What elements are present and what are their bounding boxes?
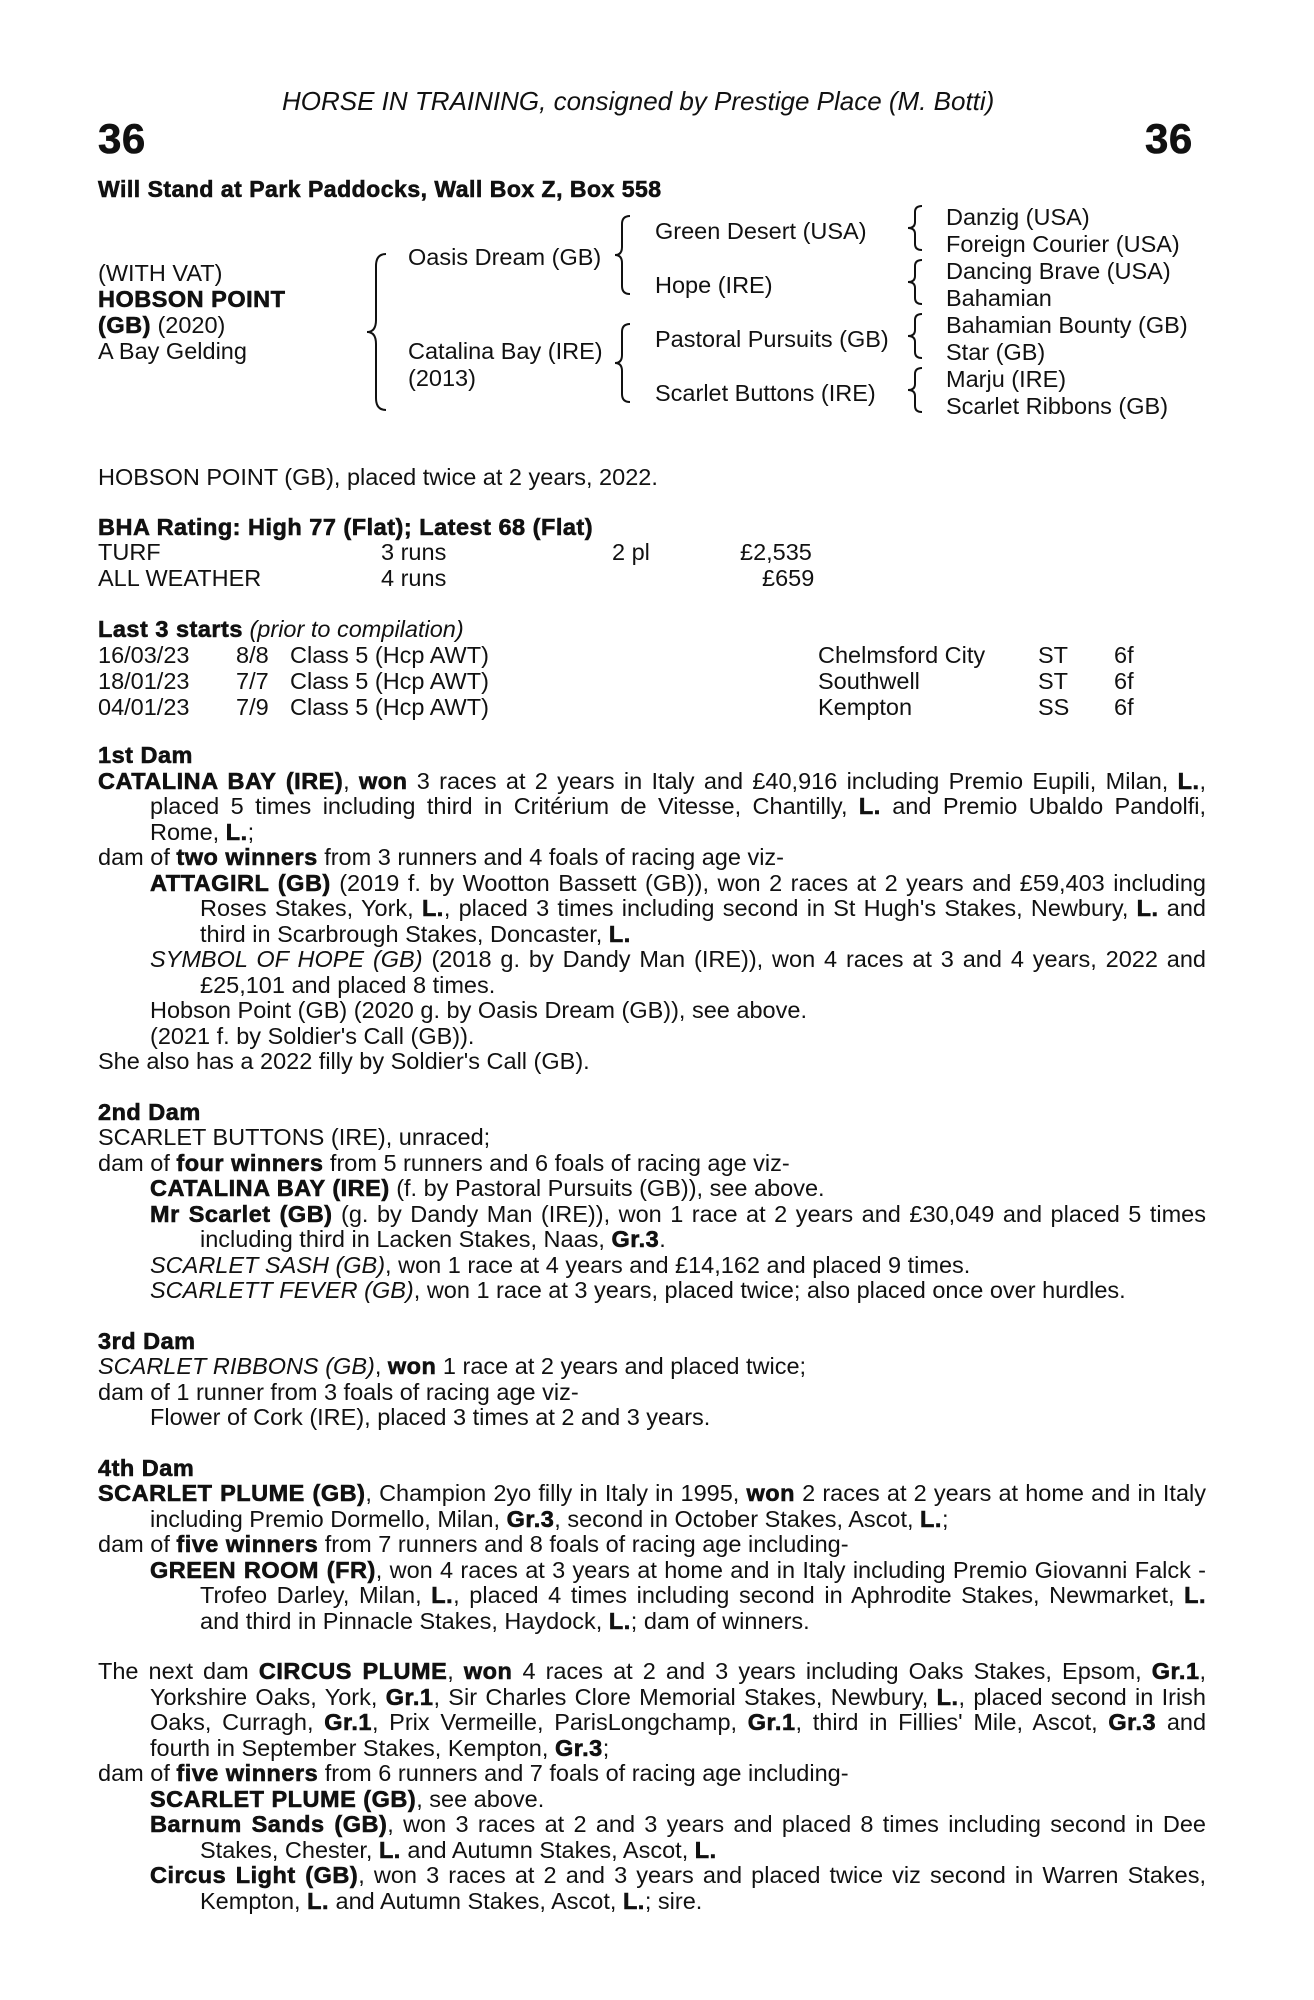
- next-dam-text: , Sir Charles Clore Memorial Stakes, Newbury,: [433, 1683, 929, 1710]
- winners-count: five winners: [176, 1760, 319, 1786]
- dam4-record-text: 2 races at 2 years at home and in Italy including Premio Dormello, Milan,: [150, 1480, 1206, 1532]
- group1-abbr: Gr.1: [1151, 1658, 1200, 1684]
- start-position: 7/9: [236, 694, 269, 720]
- rating-turf-placed: 2 pl: [612, 539, 650, 565]
- start-position: 7/7: [236, 668, 269, 694]
- dam4-record: SCARLET PLUME (GB), Champion 2yo filly in Italy in 1995, won 2 races at 2 years at home and in Italy including Premio Dormello, Milan, Gr.3, second in October Stakes, Ascot, L.;: [98, 1480, 1206, 1532]
- dam-of-label: dam of: [98, 844, 170, 870]
- last-starts-note: (prior to compilation): [249, 616, 464, 642]
- dam2-produce-4: [98, 1278, 1206, 1304]
- dam1-record-text: 3 races at 2 years in Italy and £40,916 including Premio Eupili, Milan,: [416, 767, 1169, 794]
- group3-abbr: Gr.3: [506, 1505, 555, 1532]
- pedigree-dds: Marju (IRE): [946, 366, 1067, 392]
- produce-text: from 5 runners and 6 foals of racing age viz-: [329, 1149, 790, 1176]
- dam1-heading: 1st Dam: [98, 742, 193, 768]
- pedigree-dsd: Star (GB): [946, 339, 1046, 365]
- won-label: won: [387, 1353, 437, 1379]
- dam1-produce-2: [98, 947, 1206, 998]
- next-dam-produce-3: [98, 1863, 1206, 1914]
- pedigree-sire-sire: Green Desert (USA): [655, 218, 867, 244]
- stable-location: Will Stand at Park Paddocks, Wall Box Z, Box 558: [98, 176, 662, 202]
- listed-abbr: L.: [936, 1683, 959, 1710]
- progeny-text: and Autumn Stakes, Ascot,: [407, 1836, 689, 1863]
- lot-number-left: 36: [98, 115, 146, 162]
- pedigree-dam-sire: Pastoral Pursuits (GB): [655, 326, 889, 352]
- start-course: Chelmsford City: [818, 642, 986, 668]
- dam3-heading: 3rd Dam: [98, 1327, 196, 1354]
- dam2-produce-3: [98, 1253, 1206, 1279]
- start-going: ST: [1038, 668, 1069, 694]
- dam1-record-text: placed 5 times including third in Critérium de Vitesse, Chantilly,: [150, 793, 848, 819]
- progeny-name: GREEN ROOM (FR): [150, 1556, 376, 1583]
- listed-abbr: L.: [307, 1887, 330, 1914]
- next-dam-text: 4 races at 2 and 3 years including Oaks Stakes, Epsom,: [522, 1658, 1142, 1684]
- pedigree-sss: Danzig (USA): [946, 204, 1090, 230]
- listed-abbr: L.: [1177, 767, 1200, 794]
- listed-abbr: L.: [1184, 1582, 1207, 1608]
- listed-abbr: L.: [1136, 895, 1159, 921]
- dam4-heading: 4th Dam: [98, 1454, 195, 1481]
- next-dam-produce-2: [98, 1812, 1206, 1863]
- pedigree-brace-sd: [904, 258, 928, 306]
- progeny-text: , won 3 races at 2 and 3 years and placed 8 times including second in Dee Stakes, Chester,: [200, 1811, 1206, 1863]
- rating-turf-earnings: £2,535: [740, 539, 812, 565]
- winners-count: two winners: [176, 844, 318, 870]
- progeny-name: SCARLET PLUME (GB): [150, 1785, 417, 1812]
- progeny-text: (2018 g. by Dandy Man (IRE)), won 4 races at 3 and 4 years, 2022 and £25,101 and placed 8 times.: [200, 946, 1207, 998]
- produce-text: from 6 runners and 7 foals of racing age including-: [324, 1760, 849, 1786]
- dam3-record: SCARLET RIBBONS (GB), won 1 race at 2 years and placed twice;: [98, 1353, 807, 1379]
- progeny-name: ATTAGIRL (GB): [150, 869, 331, 896]
- rating-turf-surface: TURF: [98, 539, 161, 565]
- next-dam-text: , Prix Vermeille, ParisLongchamp,: [371, 1709, 738, 1735]
- won-label: won: [359, 767, 408, 794]
- dam2-produce-1: [98, 1176, 1206, 1202]
- dam4-record-text: , Champion 2yo filly in Italy in 1995,: [365, 1480, 740, 1506]
- pedigree-brace-ss: [904, 204, 928, 252]
- next-dam-record: The next dam CIRCUS PLUME, won 4 races at 2 and 3 years including Oaks Stakes, Epsom, Gr.1, Yorkshire Oaks, York, Gr.1, Sir Charles Clore Memorial Stakes, Newbury, L., placed second in Irish Oaks, Curragh, Gr.1, Prix Vermeille, ParisLongchamp, Gr.1, third in Fillies' Mile, Ascot, Gr.3 and fourth in September Stakes, Kempton, Gr.3;: [98, 1658, 1207, 1761]
- lot-number-right: 36: [1145, 115, 1193, 162]
- group1-abbr: Gr.1: [385, 1683, 434, 1710]
- group3-abbr: Gr.3: [611, 1226, 660, 1252]
- horse-year: (2020): [157, 312, 226, 338]
- progeny-name: SCARLET SASH (GB): [150, 1251, 386, 1278]
- listed-abbr: L.: [622, 1887, 645, 1914]
- start-date: 18/01/23: [98, 668, 190, 694]
- start-course: Kempton: [818, 694, 913, 720]
- start-course: Southwell: [818, 668, 920, 694]
- dam3-produce-1: Flower of Cork (IRE), placed 3 times at 2 and 3 years.: [150, 1404, 711, 1430]
- dam3-produce-summary: dam of 1 runner from 3 foals of racing age viz-: [98, 1378, 579, 1405]
- dam1-produce-4: (2021 f. by Soldier's Call (GB)).: [150, 1022, 475, 1049]
- dam2-produce-2: Mr Scarlet (GB) (g. by Dandy Man (IRE)), won 1 race at 2 years and £30,049 and placed 5 times including third in Lacken Stakes, Naas, Gr.3.: [150, 1200, 1206, 1252]
- start-position: 8/8: [236, 642, 269, 668]
- dam-of-label: dam of: [98, 1760, 170, 1786]
- horse-origin-year: [98, 314, 225, 338]
- progeny-name: Mr Scarlet (GB): [150, 1200, 333, 1227]
- start-distance: 6f: [1114, 694, 1134, 720]
- rating-aw-runs: 4 runs: [381, 565, 447, 591]
- listed-abbr: L.: [421, 895, 444, 921]
- next-dam-text: , third in Fillies' Mile, Ascot,: [795, 1709, 1098, 1735]
- horse-name: HOBSON POINT: [98, 286, 286, 312]
- pedigree-brace-main: [364, 252, 394, 412]
- pedigree-brace-sire: [612, 214, 636, 296]
- last-starts-label: Last 3 starts: [98, 616, 243, 642]
- listed-abbr: L.: [608, 1607, 631, 1634]
- dam1-record: CATALINA BAY (IRE), won 3 races at 2 years in Italy and £40,916 including Premio Eupili, Milan, L., placed 5 times including third in Critérium de Vitesse, Chantilly, L. and Premio Ubaldo Pandolfi, Rome, L.;: [98, 767, 1207, 845]
- progeny-text: (g. by Dandy Man (IRE)), won 1 race at 2 years and £30,049 and placed 5 times including third in Lacken Stakes, Naas,: [200, 1200, 1206, 1252]
- progeny-text: placed 3 times including second in St Hugh's Stakes, Newbury,: [458, 895, 1129, 921]
- dam4-record-text: , second in October Stakes, Ascot,: [554, 1505, 914, 1532]
- next-dam-text: , placed second in Irish Oaks, Curragh,: [150, 1683, 1207, 1735]
- start-date: 04/01/23: [98, 694, 190, 720]
- listed-abbr: L.: [858, 793, 881, 819]
- start-race: Class 5 (Hcp AWT): [290, 694, 489, 720]
- progeny-text: , won 3 races at 2 and 3 years and placed twice viz second in Warren Stakes, Kempton,: [200, 1862, 1206, 1914]
- start-going: ST: [1038, 642, 1069, 668]
- pedigree-sdd: Bahamian: [946, 285, 1052, 311]
- group1-abbr: Gr.1: [747, 1709, 796, 1735]
- dam4-produce-1: [98, 1558, 1206, 1635]
- dam-of-label: dam of: [98, 1149, 170, 1176]
- start-going: SS: [1038, 694, 1070, 720]
- progeny-name: Circus Light (GB): [150, 1862, 359, 1888]
- pedigree-brace-dam: [612, 322, 636, 404]
- progeny-name: SCARLETT FEVER (GB): [150, 1277, 414, 1303]
- pedigree-ssd: Foreign Courier (USA): [946, 231, 1180, 257]
- dam1-produce-3: Hobson Point (GB) (2020 g. by Oasis Dream (GB)), see above.: [150, 997, 807, 1023]
- dam4-produce-summary: [98, 1532, 1206, 1558]
- group3-abbr: Gr.3: [1108, 1709, 1157, 1735]
- dam2-heading: 2nd Dam: [98, 1098, 201, 1125]
- next-dam-text: , Yorkshire Oaks, York,: [150, 1658, 1207, 1710]
- progeny-text: ; sire.: [644, 1887, 703, 1914]
- rating-aw-earnings: £659: [762, 565, 815, 591]
- dam3-record-text: 1 race at 2 years and placed twice;: [442, 1353, 807, 1379]
- pedigree-sire: Oasis Dream (GB): [408, 244, 602, 270]
- dam1-produce-summary: [98, 845, 1206, 871]
- pedigree-dam: Catalina Bay (IRE): [408, 338, 603, 364]
- horse-origin: (GB): [98, 312, 151, 338]
- won-label: won: [463, 1658, 513, 1684]
- progeny-text: , won 1 race at 4 years and £14,162 and placed 9 times.: [385, 1251, 971, 1278]
- winners-count: five winners: [176, 1531, 319, 1557]
- progeny-text: (2019 f. by Wootton Bassett (GB)), won 2 races at 2 years and £59,403 including Roses Stakes, York,: [200, 869, 1206, 921]
- start-race: Class 5 (Hcp AWT): [290, 642, 489, 668]
- pedigree-dam-year: (2013): [408, 365, 476, 391]
- dam-of-label: dam of: [98, 1531, 170, 1557]
- winners-count: four winners: [176, 1149, 324, 1176]
- listed-abbr: L.: [431, 1582, 454, 1608]
- produce-text: from 7 runners and 8 foals of racing age including-: [324, 1531, 849, 1557]
- horse-description: A Bay Gelding: [98, 338, 247, 364]
- progeny-text: (f. by Pastoral Pursuits (GB)), see above.: [396, 1175, 825, 1201]
- race-summary: HOBSON POINT (GB), placed twice at 2 years, 2022.: [98, 464, 658, 490]
- listed-abbr: L.: [608, 920, 631, 947]
- listed-abbr: L.: [694, 1836, 717, 1863]
- pedigree-brace-ds: [904, 312, 928, 360]
- dam1-produce-5: She also has a 2022 filly by Soldier's Call (GB).: [98, 1048, 590, 1074]
- group3-abbr: Gr.3: [554, 1734, 603, 1761]
- won-label: won: [746, 1480, 795, 1506]
- pedigree-ddd: Scarlet Ribbons (GB): [946, 393, 1169, 419]
- listed-abbr: L.: [920, 1505, 942, 1532]
- start-date: 16/03/23: [98, 642, 190, 668]
- dam1-name: CATALINA BAY (IRE): [98, 767, 344, 794]
- consignor-line: HORSE IN TRAINING, consigned by Prestige Place (M. Botti): [282, 86, 995, 116]
- progeny-text: , placed 4 times including second in Aphrodite Stakes, Newmarket,: [453, 1582, 1175, 1608]
- dam-sections: [98, 743, 1206, 1914]
- dam2-name: SCARLET BUTTONS (IRE), unraced;: [98, 1124, 491, 1150]
- progeny-text: ; dam of winners.: [630, 1607, 810, 1634]
- start-race: Class 5 (Hcp AWT): [290, 668, 489, 694]
- rating-aw-surface: ALL WEATHER: [98, 565, 262, 591]
- dam1-produce-1: ATTAGIRL (GB) (2019 f. by Wootton Bassett (GB)), won 2 races at 2 years and £59,403 including Roses Stakes, York, L., placed 3 times including second in St Hugh's Stakes, Newbury, L. and third in Scarbrough Stakes, Doncaster, L.: [150, 869, 1207, 947]
- pedigree-dam-dam: Scarlet Buttons (IRE): [655, 380, 876, 406]
- dam2-produce-summary: [98, 1151, 1206, 1177]
- next-dam-text: and fourth in September Stakes, Kempton,: [150, 1709, 1207, 1761]
- next-dam-lead: The next dam: [98, 1658, 249, 1684]
- produce-text: from 3 runners and 4 foals of racing age viz-: [324, 844, 784, 870]
- dam3-name: SCARLET RIBBONS (GB): [98, 1353, 375, 1379]
- next-dam-name: CIRCUS PLUME: [258, 1658, 448, 1684]
- progeny-text: , see above.: [416, 1785, 545, 1812]
- dam4-name: SCARLET PLUME (GB): [98, 1480, 366, 1506]
- pedigree-sire-dam: Hope (IRE): [655, 272, 773, 298]
- progeny-text: , won 1 race at 3 years, placed twice; also placed once over hurdles.: [413, 1277, 1126, 1303]
- progeny-name: CATALINA BAY (IRE): [150, 1175, 390, 1201]
- pedigree-brace-dd: [904, 366, 928, 414]
- bha-rating-title: BHA Rating: High 77 (Flat); Latest 68 (Flat): [98, 514, 594, 540]
- start-distance: 6f: [1114, 668, 1134, 694]
- start-distance: 6f: [1114, 642, 1134, 668]
- next-dam-produce-1: [98, 1787, 1206, 1813]
- listed-abbr: L.: [225, 818, 248, 845]
- progeny-text: and Autumn Stakes, Ascot,: [335, 1887, 617, 1914]
- pedigree-sds: Dancing Brave (USA): [946, 258, 1171, 284]
- dam1-record-text: and Premio Ubaldo Pandolfi, Rome,: [150, 793, 1207, 845]
- vat-note: (WITH VAT): [98, 260, 223, 286]
- listed-abbr: L.: [378, 1836, 401, 1863]
- progeny-text: and third in Scarbrough Stakes, Doncaster,: [200, 895, 1207, 947]
- pedigree-dss: Bahamian Bounty (GB): [946, 312, 1188, 338]
- group1-abbr: Gr.1: [324, 1709, 372, 1735]
- progeny-name: SYMBOL OF HOPE (GB): [150, 946, 423, 972]
- last-starts-title: [98, 618, 464, 642]
- progeny-text: , won 4 races at 3 years at home and in Italy including Premio Giovanni Falck - Trofeo Darley, Milan,: [200, 1556, 1206, 1608]
- rating-turf-runs: 3 runs: [381, 539, 447, 565]
- next-dam-produce-summary: [98, 1761, 1206, 1787]
- progeny-name: Barnum Sands (GB): [150, 1811, 388, 1837]
- progeny-text: and third in Pinnacle Stakes, Haydock,: [200, 1607, 603, 1634]
